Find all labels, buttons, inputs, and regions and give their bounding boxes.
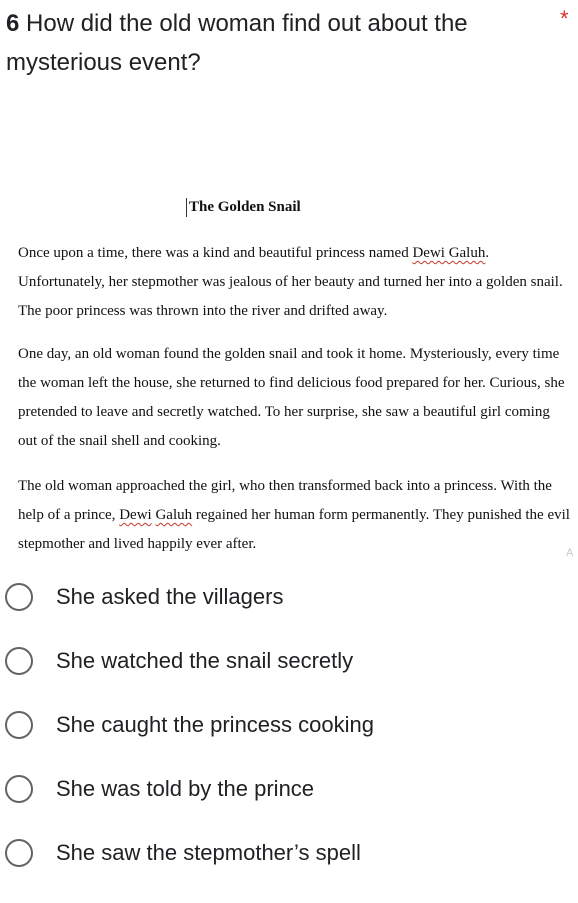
paragraph-3-text-b: regained her human form permanently. They punished the evil stepmother and lived happily ever after. (18, 507, 570, 552)
question-text: How did the old woman find out about the mysterious event? (6, 10, 468, 76)
option-1[interactable] (0, 565, 578, 629)
required-asterisk: * (560, 6, 569, 31)
passage-paragraph-3 (18, 472, 570, 559)
option-label[interactable]: She was told by the prince (56, 776, 315, 801)
name-dewi-galuh: Dewi Galuh (412, 245, 486, 261)
question-number: 6 (6, 10, 20, 37)
passage-paragraph-1 (18, 239, 570, 326)
radio-button-icon[interactable] (5, 647, 33, 675)
option-2[interactable] (0, 629, 578, 693)
paragraph-1-text-a: Once upon a time, there was a kind and beautiful princess named (18, 245, 413, 261)
name-dewi: Dewi (119, 507, 152, 523)
option-label[interactable]: She asked the villagers (56, 584, 284, 609)
name-galuh: Galuh (155, 507, 193, 523)
option-label[interactable]: She saw the stepmother’s spell (56, 840, 361, 865)
passage-paragraph-2: One day, an old woman found the golden snail and took it home. Mysteriously, every time the woman left the house, she returned to find delicious food prepared for her. Curious, she pretended to leave and secretly watched. To her surprise, she saw a beautiful girl coming out of the snail shell and cooking. (18, 346, 565, 449)
radio-button-icon[interactable] (5, 711, 33, 739)
option-4[interactable] (0, 757, 578, 821)
image-corner-mark: A (566, 547, 574, 559)
passage-title: The Golden Snail (186, 198, 301, 217)
option-3[interactable] (0, 693, 578, 757)
paragraph-1-text-b: . Unfortunately, her stepmother was jealous of her beauty and turned her into a golden snail. The poor princess was thrown into the river and drifted away. (18, 245, 563, 319)
option-label[interactable]: She caught the princess cooking (56, 712, 374, 737)
radio-button-icon[interactable] (5, 583, 33, 611)
paragraph-3-text-a: The old woman approached the girl, who then transformed back into a princess. With the help of a prince, (18, 478, 552, 523)
radio-button-icon[interactable] (5, 775, 33, 803)
option-label[interactable]: She watched the snail secretly (56, 648, 354, 673)
question-title (6, 4, 536, 82)
passage-image (0, 180, 578, 565)
radio-button-icon[interactable] (5, 839, 33, 867)
option-5[interactable] (0, 821, 578, 885)
